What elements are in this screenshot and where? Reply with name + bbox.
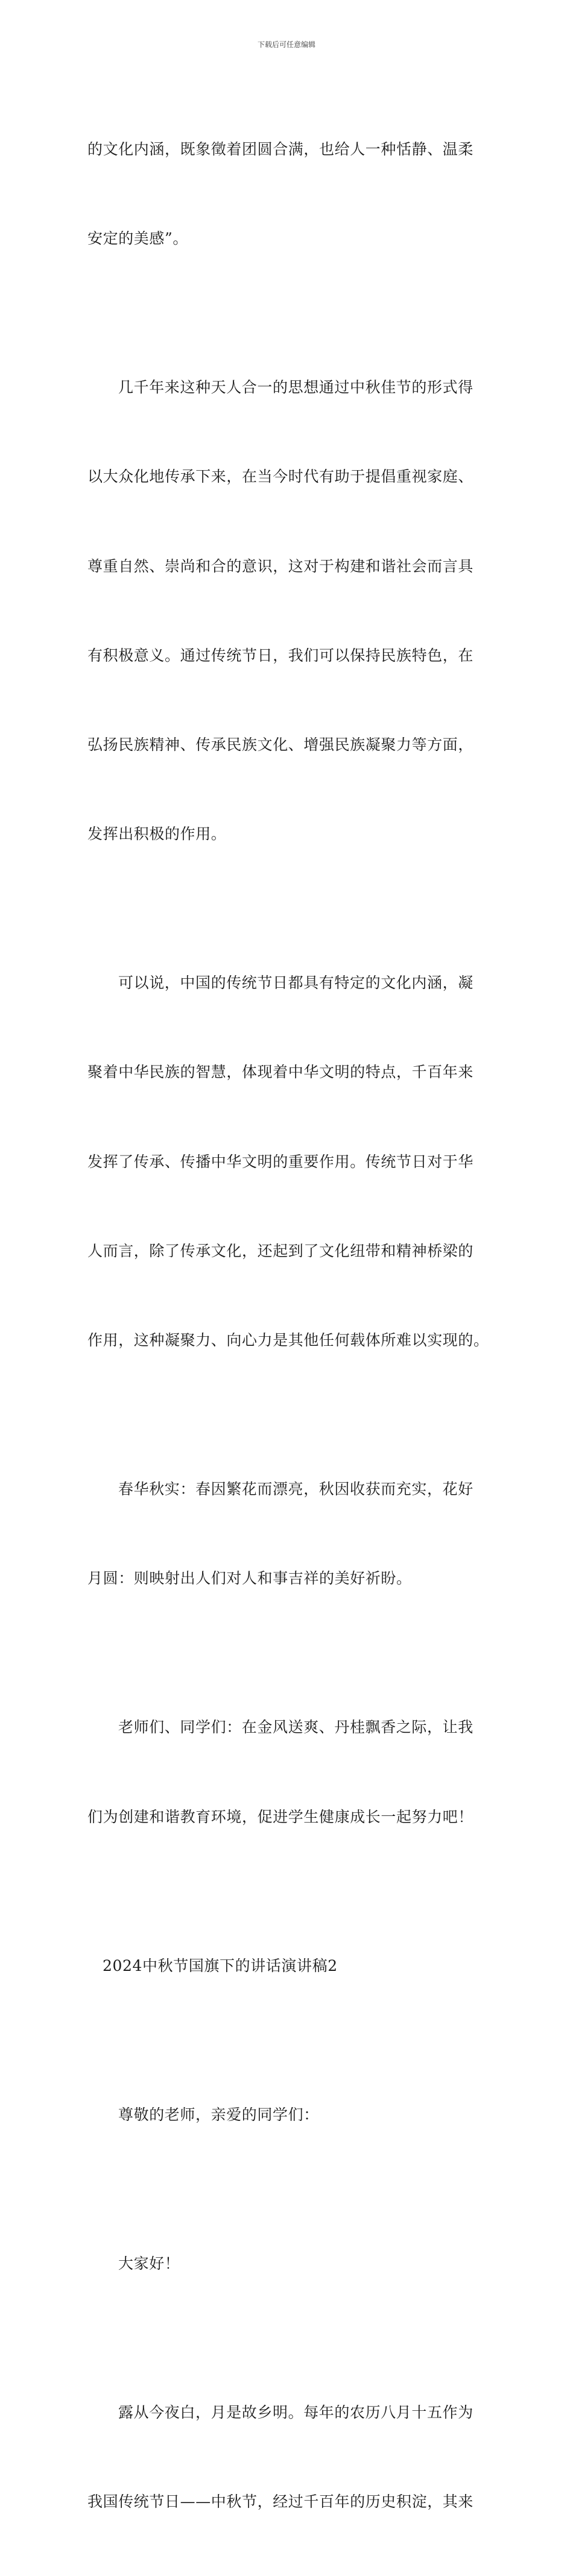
text-line: 的文化内涵，既象徵着团圆合满，也给人一种恬静、温柔 [87, 140, 474, 158]
text-line: 发挥出积极的作用。 [87, 825, 227, 843]
text-line: 作用，这种凝聚力、向心力是其他任何载体所难以实现的。 [87, 1331, 489, 1349]
text-line: 弘扬民族精神、传承民族文化、增强民族凝聚力等方面， [87, 735, 474, 753]
text-line: 2024中秋节国旗下的讲话演讲稿2 [103, 1956, 338, 1974]
paragraph-culture [87, 908, 488, 1415]
text-line: 月圆：则映射出人们对人和事吉祥的美好祈盼。 [87, 1569, 412, 1588]
text-line: 可以说，中国的传统节日都具有特定的文化内涵，凝 [118, 974, 473, 992]
text-line: 发挥了传承、传播中华文明的重要作用。传统节日对于华 [87, 1152, 474, 1170]
text-line: 们为创建和谐教育环境，促进学生健康成长一起努力吧！ [87, 1808, 474, 1826]
text-line: 以大众化地传承下来，在当今时代有助于提倡重视家庭、 [87, 468, 474, 486]
document-body [87, 75, 488, 2576]
text-line: 露从今夜白，月是故乡明。每年的农历八月十五作为 [118, 2403, 473, 2421]
text-line: 尊重自然、崇尚和合的意识，这对于构建和谐社会而言具 [87, 557, 474, 575]
paragraph-spring-autumn [87, 1415, 488, 1653]
text-line: 有积极意义。通过传统节日，我们可以保持民族特色，在 [87, 646, 474, 664]
text-line: 几千年来这种天人合一的思想通过中秋佳节的形式得 [118, 379, 473, 397]
salutation [87, 2040, 488, 2189]
text-line: 春华秋实：春因繁花而漂亮，秋因收获而充实，花好 [118, 1480, 473, 1498]
paragraph-call-to-action [87, 1653, 488, 1891]
paragraph-tradition [87, 313, 488, 908]
paragraph-continued [87, 75, 488, 313]
section-title [87, 1891, 488, 2040]
greeting [87, 2189, 488, 2338]
page-header: 下载后可任意编辑 [257, 40, 315, 49]
text-line: 尊敬的老师，亲爱的同学们： [118, 2105, 319, 2123]
text-line: 人而言，除了传承文化，还起到了文化纽带和精神桥梁的 [87, 1242, 474, 1260]
text-line: 老师们、同学们：在金风送爽、丹桂飘香之际，让我 [118, 1718, 473, 1736]
text-line: 我国传统节日——中秋节，经过千百年的历史积淀，其来 [87, 2492, 474, 2510]
text-line: 安定的美感”。 [87, 230, 188, 248]
text-line: 大家好！ [118, 2254, 180, 2272]
text-line: 聚着中华民族的智慧，体现着中华文明的特点，千百年来 [87, 1063, 474, 1081]
paragraph-moon [87, 2338, 488, 2576]
